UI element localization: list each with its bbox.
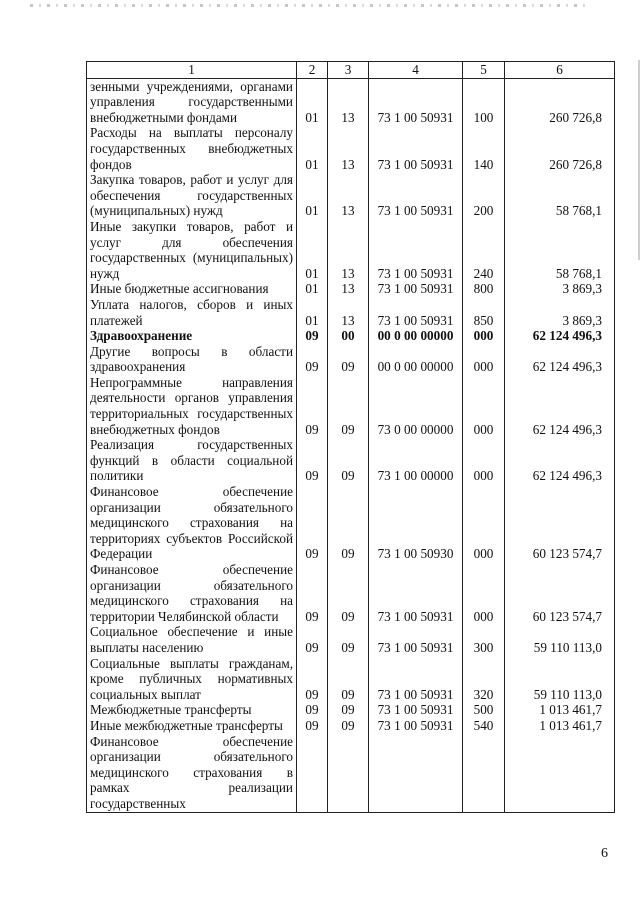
table-row bbox=[87, 656, 615, 703]
row-expense-type: 000 bbox=[463, 344, 505, 375]
row-expense-type: 850 bbox=[463, 297, 505, 328]
table-row bbox=[87, 297, 615, 328]
row-description: Непрограммные направления деятельности органов управления территориальных государственных внебюджетных фондов bbox=[87, 375, 297, 437]
row-section-code: 09 bbox=[297, 656, 328, 703]
row-target-article: 73 1 00 50931 bbox=[369, 562, 463, 624]
row-expense-type: 000 bbox=[463, 562, 505, 624]
row-target-article: 73 1 00 50931 bbox=[369, 125, 463, 172]
row-description: Закупка товаров, работ и услуг для обеспечения государственных (муниципальных) нужд bbox=[87, 172, 297, 219]
row-expense-type: 240 bbox=[463, 219, 505, 281]
row-section-code: 01 bbox=[297, 297, 328, 328]
row-target-article: 73 0 00 00000 bbox=[369, 375, 463, 437]
row-target-article: 73 1 00 50931 bbox=[369, 172, 463, 219]
row-section-code: 01 bbox=[297, 125, 328, 172]
row-section-code: 09 bbox=[297, 484, 328, 562]
row-section-code: 09 bbox=[297, 344, 328, 375]
row-section-code: 01 bbox=[297, 219, 328, 281]
row-expense-type: 500 bbox=[463, 702, 505, 718]
row-description: Здравоохранение bbox=[87, 328, 297, 344]
row-expense-type: 800 bbox=[463, 281, 505, 297]
row-amount: 260 726,8 bbox=[505, 78, 615, 125]
row-amount: 62 124 496,3 bbox=[505, 437, 615, 484]
row-target-article: 00 0 00 00000 bbox=[369, 344, 463, 375]
row-description: Финансовое обеспечение организации обязательного медицинского страхования на территории Челябинской области bbox=[87, 562, 297, 624]
row-expense-type: 000 bbox=[463, 375, 505, 437]
row-expense-type: 000 bbox=[463, 328, 505, 344]
row-expense-type: 320 bbox=[463, 656, 505, 703]
row-target-article bbox=[369, 734, 463, 812]
row-expense-type: 300 bbox=[463, 624, 505, 655]
row-section-code: 09 bbox=[297, 328, 328, 344]
table-row bbox=[87, 328, 615, 344]
table-row bbox=[87, 562, 615, 624]
row-description: зенными учреждениями, органами управления государственными внебюджетными фондами bbox=[87, 78, 297, 125]
row-subsection-code: 13 bbox=[328, 172, 369, 219]
row-target-article: 00 0 00 00000 bbox=[369, 328, 463, 344]
row-section-code: 01 bbox=[297, 281, 328, 297]
table-row bbox=[87, 734, 615, 812]
row-expense-type: 100 bbox=[463, 78, 505, 125]
header-col-1: 1 bbox=[87, 62, 297, 79]
row-amount: 59 110 113,0 bbox=[505, 656, 615, 703]
table-row bbox=[87, 437, 615, 484]
row-amount: 60 123 574,7 bbox=[505, 484, 615, 562]
row-amount: 58 768,1 bbox=[505, 172, 615, 219]
row-amount: 62 124 496,3 bbox=[505, 344, 615, 375]
row-description: Расходы на выплаты персоналу государственных внебюджетных фондов bbox=[87, 125, 297, 172]
row-subsection-code: 13 bbox=[328, 281, 369, 297]
row-description: Другие вопросы в области здравоохранения bbox=[87, 344, 297, 375]
row-target-article: 73 1 00 50931 bbox=[369, 656, 463, 703]
row-amount: 60 123 574,7 bbox=[505, 562, 615, 624]
table-body bbox=[87, 78, 615, 812]
row-target-article: 73 1 00 50931 bbox=[369, 702, 463, 718]
row-expense-type: 000 bbox=[463, 484, 505, 562]
row-section-code: 09 bbox=[297, 562, 328, 624]
row-amount: 62 124 496,3 bbox=[505, 375, 615, 437]
row-amount: 62 124 496,3 bbox=[505, 328, 615, 344]
table-row bbox=[87, 125, 615, 172]
row-target-article: 73 1 00 50930 bbox=[369, 484, 463, 562]
table-row bbox=[87, 172, 615, 219]
row-description: Иные межбюджетные трансферты bbox=[87, 718, 297, 734]
row-amount: 1 013 461,7 bbox=[505, 718, 615, 734]
row-description: Социальные выплаты гражданам, кроме публичных нормативных социальных выплат bbox=[87, 656, 297, 703]
row-description: Реализация государственных функций в области социальной политики bbox=[87, 437, 297, 484]
row-expense-type: 000 bbox=[463, 437, 505, 484]
row-section-code: 01 bbox=[297, 172, 328, 219]
row-subsection-code: 09 bbox=[328, 484, 369, 562]
row-target-article: 73 1 00 50931 bbox=[369, 78, 463, 125]
row-description: Финансовое обеспечение организации обязательного медицинского страхования в рамках реализации государственных bbox=[87, 734, 297, 812]
row-description: Иные бюджетные ассигнования bbox=[87, 281, 297, 297]
header-col-4: 4 bbox=[369, 62, 463, 79]
row-target-article: 73 1 00 50931 bbox=[369, 624, 463, 655]
row-amount: 1 013 461,7 bbox=[505, 702, 615, 718]
row-description: Уплата налогов, сборов и иных платежей bbox=[87, 297, 297, 328]
row-section-code: 09 bbox=[297, 375, 328, 437]
page-number: 6 bbox=[601, 846, 608, 861]
row-subsection-code: 13 bbox=[328, 78, 369, 125]
row-subsection-code: 09 bbox=[328, 562, 369, 624]
row-subsection-code bbox=[328, 734, 369, 812]
row-target-article: 73 1 00 00000 bbox=[369, 437, 463, 484]
row-subsection-code: 09 bbox=[328, 437, 369, 484]
row-target-article: 73 1 00 50931 bbox=[369, 219, 463, 281]
row-description: Иные закупки товаров, работ и услуг для обеспечения государственных (муниципальных) нужд bbox=[87, 219, 297, 281]
table-row bbox=[87, 484, 615, 562]
table-row bbox=[87, 344, 615, 375]
row-section-code: 01 bbox=[297, 78, 328, 125]
header-col-6: 6 bbox=[505, 62, 615, 79]
row-subsection-code: 09 bbox=[328, 624, 369, 655]
row-section-code bbox=[297, 734, 328, 812]
row-amount: 260 726,8 bbox=[505, 125, 615, 172]
table-row bbox=[87, 375, 615, 437]
row-subsection-code: 13 bbox=[328, 219, 369, 281]
row-expense-type bbox=[463, 734, 505, 812]
header-col-3: 3 bbox=[328, 62, 369, 79]
row-description: Социальное обеспечение и иные выплаты населению bbox=[87, 624, 297, 655]
row-section-code: 09 bbox=[297, 702, 328, 718]
row-target-article: 73 1 00 50931 bbox=[369, 297, 463, 328]
table-row bbox=[87, 219, 615, 281]
row-amount: 59 110 113,0 bbox=[505, 624, 615, 655]
table-row bbox=[87, 78, 615, 125]
header-col-2: 2 bbox=[297, 62, 328, 79]
row-amount: 3 869,3 bbox=[505, 281, 615, 297]
row-subsection-code: 09 bbox=[328, 718, 369, 734]
row-target-article: 73 1 00 50931 bbox=[369, 281, 463, 297]
header-row bbox=[87, 62, 615, 79]
budget-table bbox=[86, 61, 615, 813]
header-col-5: 5 bbox=[463, 62, 505, 79]
row-section-code: 09 bbox=[297, 718, 328, 734]
row-amount bbox=[505, 734, 615, 812]
row-description: Межбюджетные трансферты bbox=[87, 702, 297, 718]
table-row bbox=[87, 702, 615, 718]
row-section-code: 09 bbox=[297, 624, 328, 655]
row-subsection-code: 09 bbox=[328, 656, 369, 703]
scan-artifact-top bbox=[30, 4, 590, 7]
row-expense-type: 200 bbox=[463, 172, 505, 219]
row-subsection-code: 13 bbox=[328, 297, 369, 328]
row-amount: 3 869,3 bbox=[505, 297, 615, 328]
row-section-code: 09 bbox=[297, 437, 328, 484]
row-subsection-code: 13 bbox=[328, 125, 369, 172]
row-subsection-code: 09 bbox=[328, 702, 369, 718]
row-expense-type: 540 bbox=[463, 718, 505, 734]
table-row bbox=[87, 624, 615, 655]
row-amount: 58 768,1 bbox=[505, 219, 615, 281]
table-row bbox=[87, 281, 615, 297]
row-target-article: 73 1 00 50931 bbox=[369, 718, 463, 734]
row-description: Финансовое обеспечение организации обязательного медицинского страхования на территориях субъектов Российской Федерации bbox=[87, 484, 297, 562]
row-subsection-code: 09 bbox=[328, 344, 369, 375]
row-subsection-code: 00 bbox=[328, 328, 369, 344]
table-row bbox=[87, 718, 615, 734]
row-subsection-code: 09 bbox=[328, 375, 369, 437]
row-expense-type: 140 bbox=[463, 125, 505, 172]
